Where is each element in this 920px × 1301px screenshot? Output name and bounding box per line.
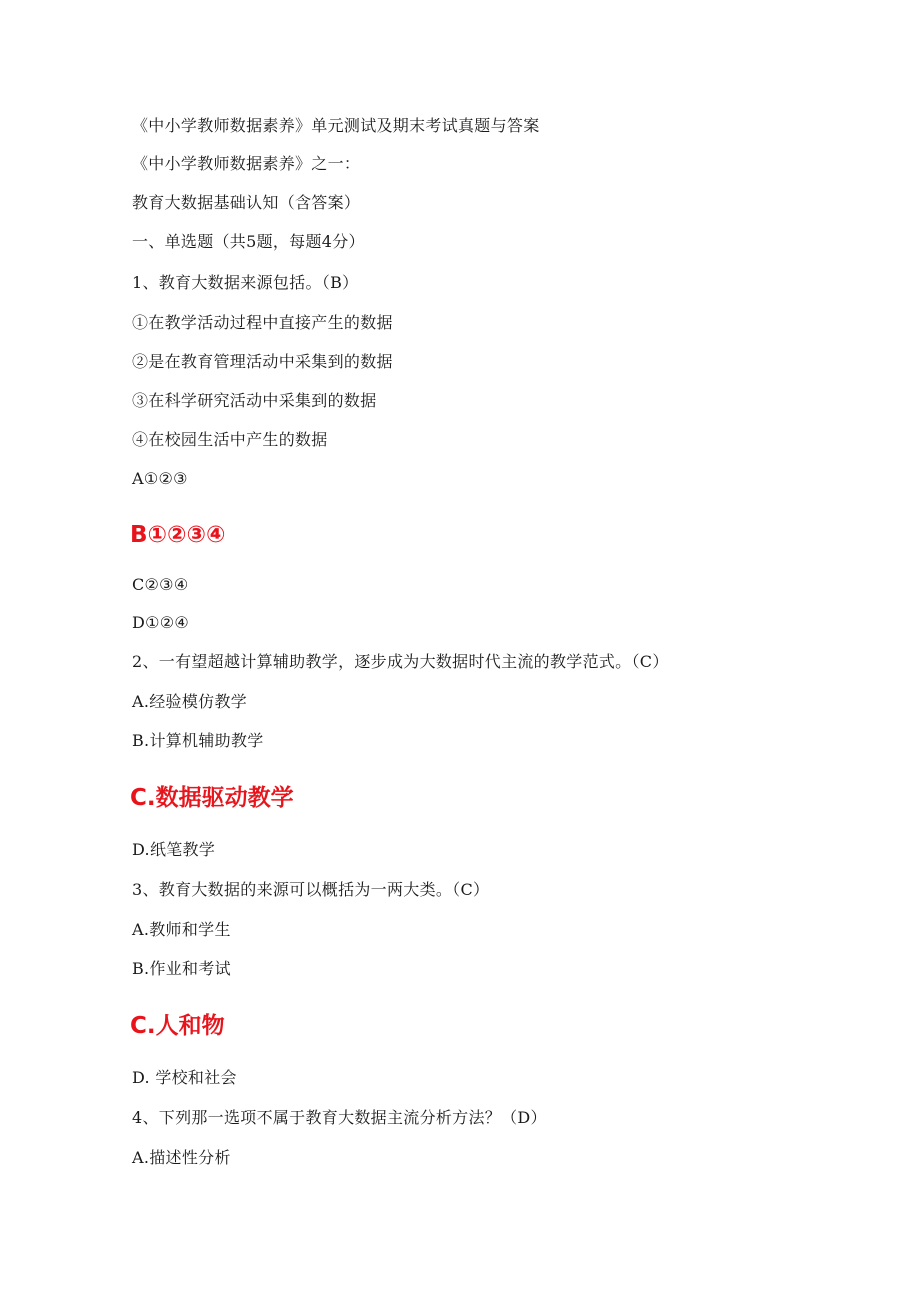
question-3-option-b: B.作业和考试 <box>132 959 231 978</box>
part-heading: 《中小学教师数据素养》之一： <box>132 154 361 173</box>
question-2-option-a: A.经验模仿教学 <box>132 692 248 711</box>
question-1-option-d: D①②④ <box>132 613 190 632</box>
question-3-correct-option-c: C.人和物 <box>130 1013 225 1039</box>
question-3-stem: 3、教育大数据的来源可以概括为一两大类。（C） <box>132 880 490 899</box>
unit-heading: 教育大数据基础认知（含答案） <box>132 193 361 212</box>
question-2-option-d: D.纸笔教学 <box>132 840 216 859</box>
question-1-correct-option-b: B①②③④ <box>130 522 226 548</box>
question-1-stem: 1、教育大数据来源包括。（B） <box>132 273 359 292</box>
question-2-stem: 2、一有望超越计算辅助教学，逐步成为大数据时代主流的教学范式。（C） <box>132 652 669 671</box>
question-1-option-c: C②③④ <box>132 575 189 594</box>
question-4-stem: 4、下列那一选项不属于教育大数据主流分析方法？（D） <box>132 1108 547 1127</box>
question-3-option-d: D. 学校和社会 <box>132 1068 237 1087</box>
question-3-option-a: A.教师和学生 <box>132 920 231 939</box>
question-4-option-a: A.描述性分析 <box>132 1148 231 1167</box>
question-1-item-2: ②是在教育管理活动中采集到的数据 <box>132 352 393 371</box>
question-2-correct-option-c: C.数据驱动教学 <box>130 785 294 811</box>
document-title: 《中小学教师数据素养》单元测试及期末考试真题与答案 <box>132 116 540 135</box>
question-1-option-a: A①②③ <box>132 469 188 488</box>
question-1-item-1: ①在教学活动过程中直接产生的数据 <box>132 313 393 332</box>
question-2-option-b: B.计算机辅助教学 <box>132 731 264 750</box>
question-1-item-4: ④在校园生活中产生的数据 <box>132 430 328 449</box>
question-1-item-3: ③在科学研究活动中采集到的数据 <box>132 391 377 410</box>
section-heading: 一、单选题（共5题，每题4分） <box>132 232 365 251</box>
